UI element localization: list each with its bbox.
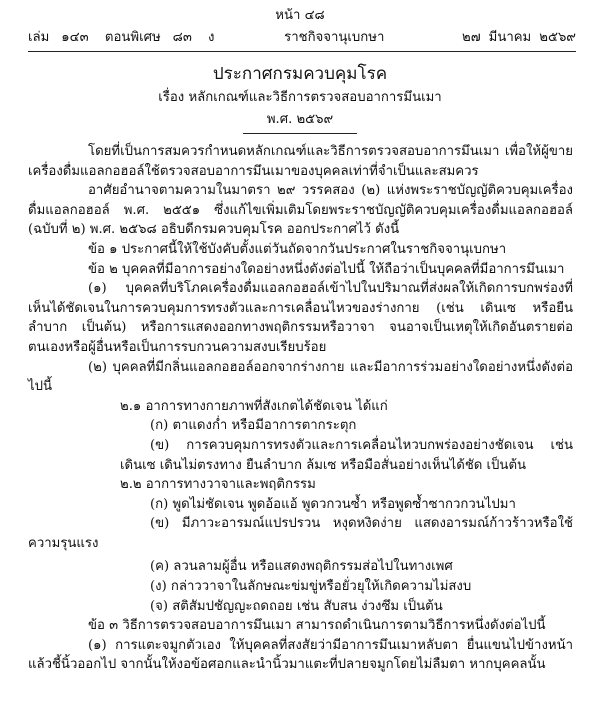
gazette-name: ราชกิจจานุเบกษา bbox=[284, 30, 385, 45]
announcement-subject: เรื่อง หลักเกณฑ์และวิธีการตรวจสอบอาการมึนเมา bbox=[158, 90, 442, 105]
subclause-2-2-a: (ก) พูดไม่ชัดเจน พูดอ้อแอ้ พูดวกวนซ้ำ หรือพูดซ้ำซากวกวนไปมา bbox=[150, 496, 516, 512]
subclause-2-1: ๒.๑ อาการทางกายภาพที่สังเกตได้ชัดเจน ได้แก่ bbox=[120, 398, 388, 414]
title-rule bbox=[243, 133, 357, 134]
header-rule bbox=[28, 51, 576, 52]
date-year: ๒๕๖๙ bbox=[539, 30, 576, 45]
gazette-issue-info bbox=[28, 28, 215, 48]
volume-label: เล่ม bbox=[28, 30, 50, 45]
authority-paragraph: อาศัยอำนาจตามความในมาตรา ๒๙ วรรคสอง (๒) แห่งพระราชบัญญัติควบคุมเครื่องดื่มแอลกอฮอล์ พ.ศ. ๒๕๕๑ ซึ่งแก้ไขเพิ่มเติมโดยพระราชบัญญัติควบคุมเครื่องดื่มแอลกอฮอล์ (ฉบับที่ ๒) พ.ศ. ๒๕๖๘ อธิบดีกรมควบคุมโรค ออกประกาศไว้ ดังนี้ bbox=[28, 183, 573, 238]
subclause-2-2-c: (ค) ลวนลามผู้อื่น หรือแสดงพฤติกรรมส่อไปในทางเพศ bbox=[150, 559, 453, 575]
announcement-year: พ.ศ. ๒๕๖๙ bbox=[266, 112, 334, 127]
section-letter: ง bbox=[208, 30, 215, 45]
announcement-heading: ประกาศกรมควบคุมโรค bbox=[212, 64, 388, 84]
clause-1: ข้อ ๑ ประกาศนี้ให้ใช้บังคับตั้งแต่วันถัดจากวันประกาศในราชกิจจานุเบกษา bbox=[88, 241, 507, 257]
page-number: หน้า ๔๘ bbox=[275, 8, 325, 23]
special-number: ๘๓ bbox=[172, 30, 192, 45]
subclause-2-1-b: (ข) การควบคุมการทรงตัวและการเคลื่อนไหวบกพร่องอย่างชัดเจน เช่น เดินเซ เดินไม่ตรงทาง ยืนลำบาก ล้มเซ หรือมือสั่นอย่างเห็นได้ชัด เป็นต้น bbox=[120, 437, 573, 473]
subclause-2-2-e: (จ) สติสัมปชัญญะถดถอย เช่น สับสน ง่วงซึม เป็นต้น bbox=[150, 598, 443, 614]
subclause-2-2-d: (ง) กล่าววาจาในลักษณะข่มขู่หรือยั่วยุให้เกิดความไม่สงบ bbox=[150, 579, 472, 595]
clause-2-item-1: (๑) บุคคลที่บริโภคเครื่องดื่มแอลกอฮอล์เข้าไปในปริมาณที่ส่งผลให้เกิดการบกพร่องที่เห็นได้ชัดเจนในการควบคุมการทรงตัวและการเคลื่อนไหวของร่างกาย (เช่น เดินเซ หรือยืนลำบาก เป็นต้น) หรือการแสดงออกทางพฤติกรรมหรือวาจา จนอาจเป็นเหตุให้เกิดอันตรายต่อตนเองหรือผู้อื่นหรือเป็นการรบกวนความสงบเรียบร้อย bbox=[28, 281, 573, 355]
clause-3-item-1: (๑) การแตะจมูกตัวเอง ให้บุคคลที่สงสัยว่ามีอาการมึนเมาหลับตา ยื่นแขนไปข้างหน้าแล้วชี้นิ้วออกไป จากนั้นให้งอข้อศอกและนำนิ้วมาแตะที่ปลายจมูกโดยไม่ลืมตา หากบุคคลนั้น bbox=[28, 637, 573, 673]
clause-2: ข้อ ๒ บุคคลที่มีอาการอย่างใดอย่างหนึ่งดังต่อไปนี้ ให้ถือว่าเป็นบุคคลที่มีอาการมึนเมา bbox=[88, 261, 565, 277]
subclause-2-1-a: (ก) ตาแดงก่ำ หรือมีอาการตากระตุก bbox=[150, 418, 357, 434]
subclause-2-2-b: (ข) มีภาวะอารมณ์แปรปรวน หงุดหงิดง่าย แสดงอารมณ์ก้าวร้าวหรือใช้ความรุนแรง bbox=[28, 516, 573, 551]
preamble-paragraph: โดยที่เป็นการสมควรกำหนดหลักเกณฑ์และวิธีการตรวจสอบอาการมึนเมา เพื่อให้ผู้ขายเครื่องดื่มแอลกอฮอล์ใช้ตรวจสอบอาการมึนเมาของบุคคลเท่าที่จำเป็นและสมควร bbox=[28, 144, 573, 179]
special-label: ตอนพิเศษ bbox=[104, 30, 161, 45]
gazette-header-line bbox=[28, 28, 576, 48]
clause-2-item-2: (๒) บุคคลที่มีกลิ่นแอลกอฮอล์ออกจากร่างกาย และมีอาการร่วมอย่างใดอย่างหนึ่งดังต่อไปนี้ bbox=[28, 359, 573, 395]
date-day: ๒๗ bbox=[462, 30, 481, 45]
subclause-2-2: ๒.๒ อาการทางวาจาและพฤติกรรม bbox=[120, 477, 316, 493]
announcement-body bbox=[28, 142, 573, 675]
gazette-date bbox=[454, 28, 576, 48]
date-month: มีนาคม bbox=[488, 30, 532, 45]
volume-number: ๑๔๓ bbox=[61, 30, 89, 45]
clause-3: ข้อ ๓ วิธีการตรวจสอบอาการมึนเมา สามารถดำเนินการตามวิธีการหนึ่งดังต่อไปนี้ bbox=[88, 618, 546, 634]
